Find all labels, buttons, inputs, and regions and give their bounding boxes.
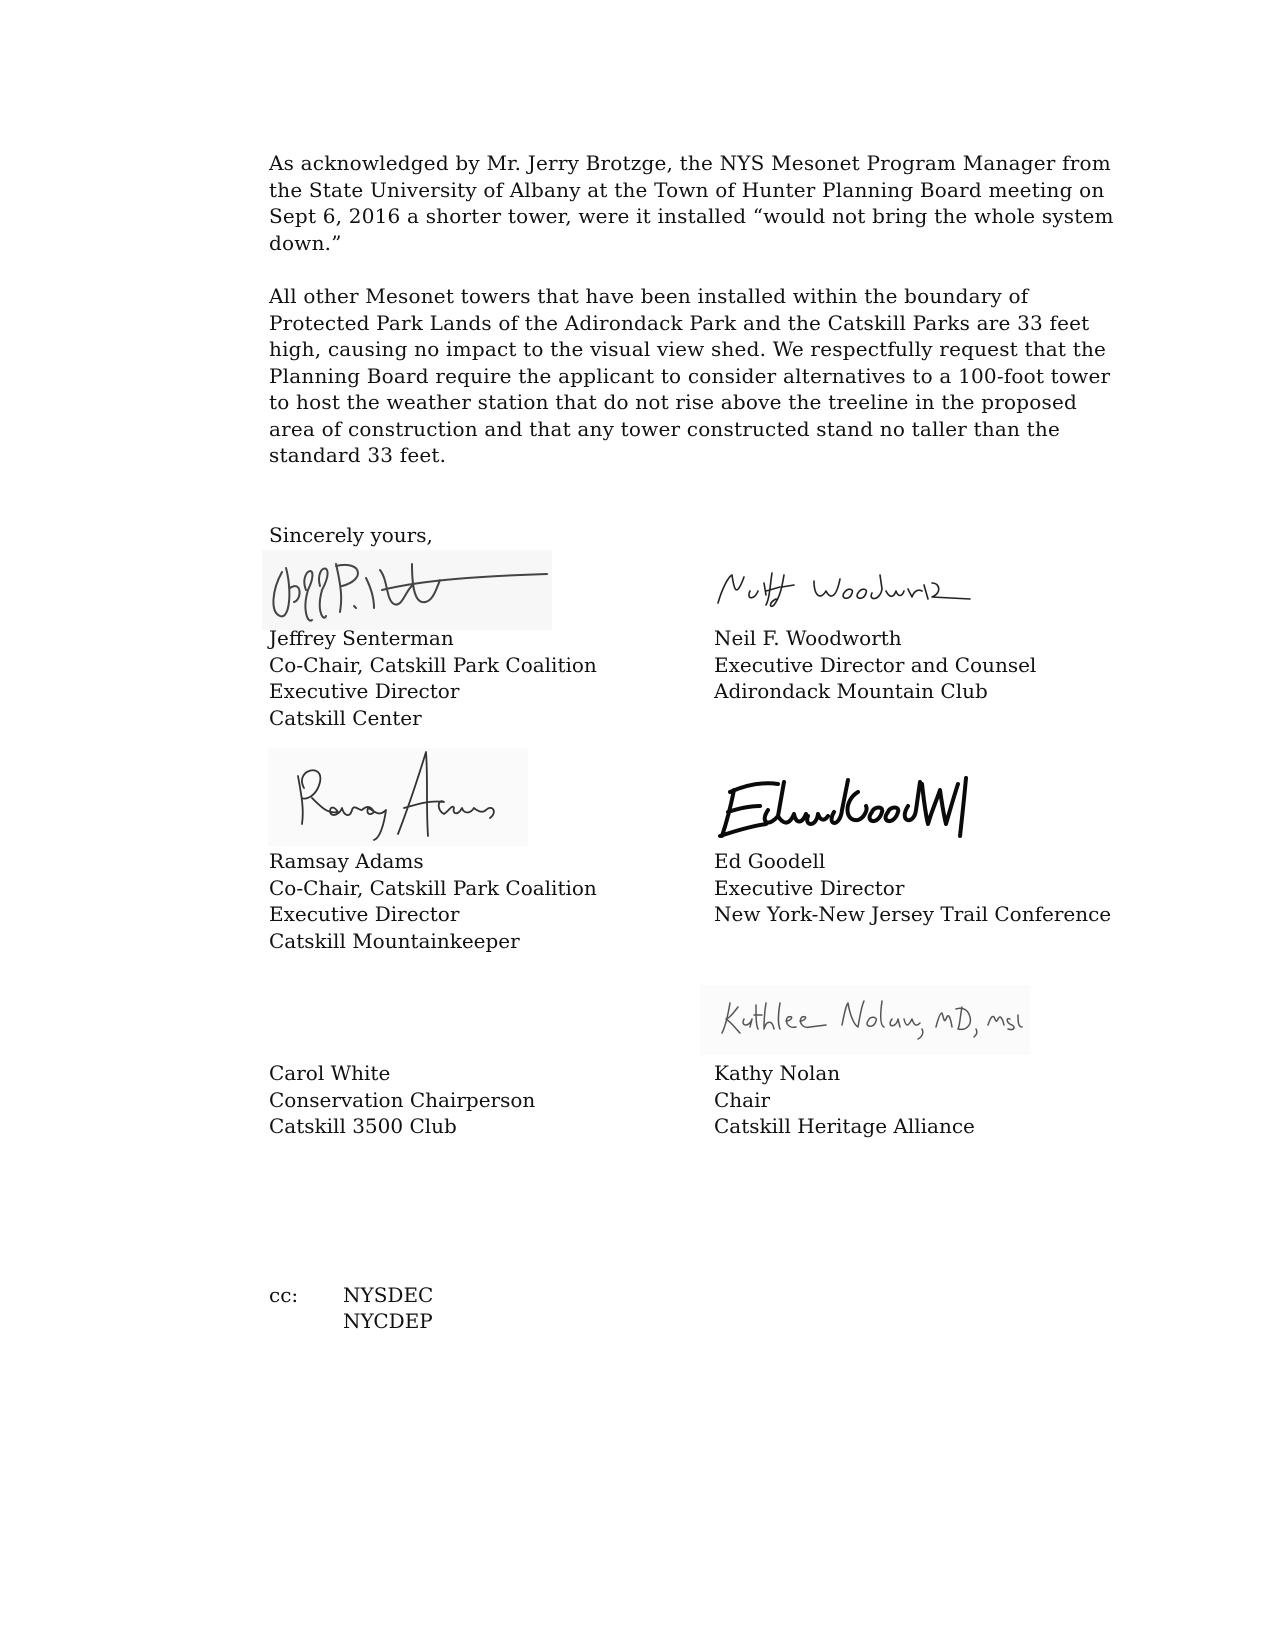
signatory-title: Executive Director and Counsel: [714, 652, 1037, 677]
signatory-organization: Catskill Heritage Alliance: [714, 1114, 975, 1138]
signatory-name: Kathy Nolan: [714, 1061, 841, 1085]
signature-neil-woodworth: [710, 565, 1010, 615]
signatory-block-ed-goodell: [714, 848, 1111, 928]
signatory-block-jeffrey-senterman: [269, 625, 597, 731]
signature-jeffrey-senterman: [262, 550, 552, 630]
signatory-block-ramsay-adams: [269, 848, 597, 954]
signatory-title: Executive Director: [714, 875, 905, 900]
signatory-organization: Adirondack Mountain Club: [714, 679, 988, 703]
signature-kathy-nolan: [700, 985, 1030, 1055]
closing-salutation: Sincerely yours,: [269, 523, 433, 547]
cc-label: cc:: [269, 1283, 299, 1307]
signatory-organization: Catskill Center: [269, 705, 422, 730]
signatory-title: Co-Chair, Catskill Park Coalition: [269, 652, 597, 677]
signatory-name: Carol White: [269, 1061, 391, 1085]
signatory-title: Executive Director: [269, 902, 460, 926]
signature-ramsay-adams: [268, 748, 528, 846]
signatory-name: Ramsay Adams: [269, 849, 424, 873]
signatory-title: Co-Chair, Catskill Park Coalition: [269, 875, 597, 900]
signatory-name: Jeffrey Senterman: [269, 626, 454, 650]
signatory-title: Conservation Chairperson: [269, 1087, 536, 1112]
signature-ed-goodell: [708, 770, 978, 845]
signatory-block-carol-white: [269, 1060, 535, 1140]
cc-recipient: NYCDEP: [343, 1309, 433, 1333]
signatory-name: Neil F. Woodworth: [714, 626, 902, 650]
signatory-block-kathy-nolan: [714, 1060, 975, 1140]
signatory-title: Chair: [714, 1087, 771, 1112]
signatory-name: Ed Goodell: [714, 849, 826, 873]
signatory-organization: New York-New Jersey Trail Conference: [714, 902, 1112, 926]
body-paragraph-2: All other Mesonet towers that have been installed within the boundary of Protected Park Lands of the Adirondack Park and the Catskill Parks are 33 feet high, causing no impact to the visual view shed. We respectfully request that the Planning Board require the applicant to consider alternatives to a 100-foot tower to host the weather station that do not rise above the treeline in the proposed area of construction and that any tower constructed stand no taller than the standard 33 feet.: [269, 284, 1111, 467]
signatory-title: Executive Director: [269, 679, 460, 703]
body-paragraph-1: As acknowledged by Mr. Jerry Brotzge, the NYS Mesonet Program Manager from the State University of Albany at the Town of Hunter Planning Board meeting on Sept 6, 2016 a shorter tower, were it installed “would not bring the whole system down.”: [269, 151, 1114, 255]
cc-recipient-list: [343, 1282, 433, 1334]
signatory-organization: Catskill Mountainkeeper: [269, 928, 520, 953]
signatory-block-neil-woodworth: [714, 625, 1036, 705]
cc-recipient: NYSDEC: [343, 1283, 434, 1307]
signatory-organization: Catskill 3500 Club: [269, 1114, 457, 1138]
